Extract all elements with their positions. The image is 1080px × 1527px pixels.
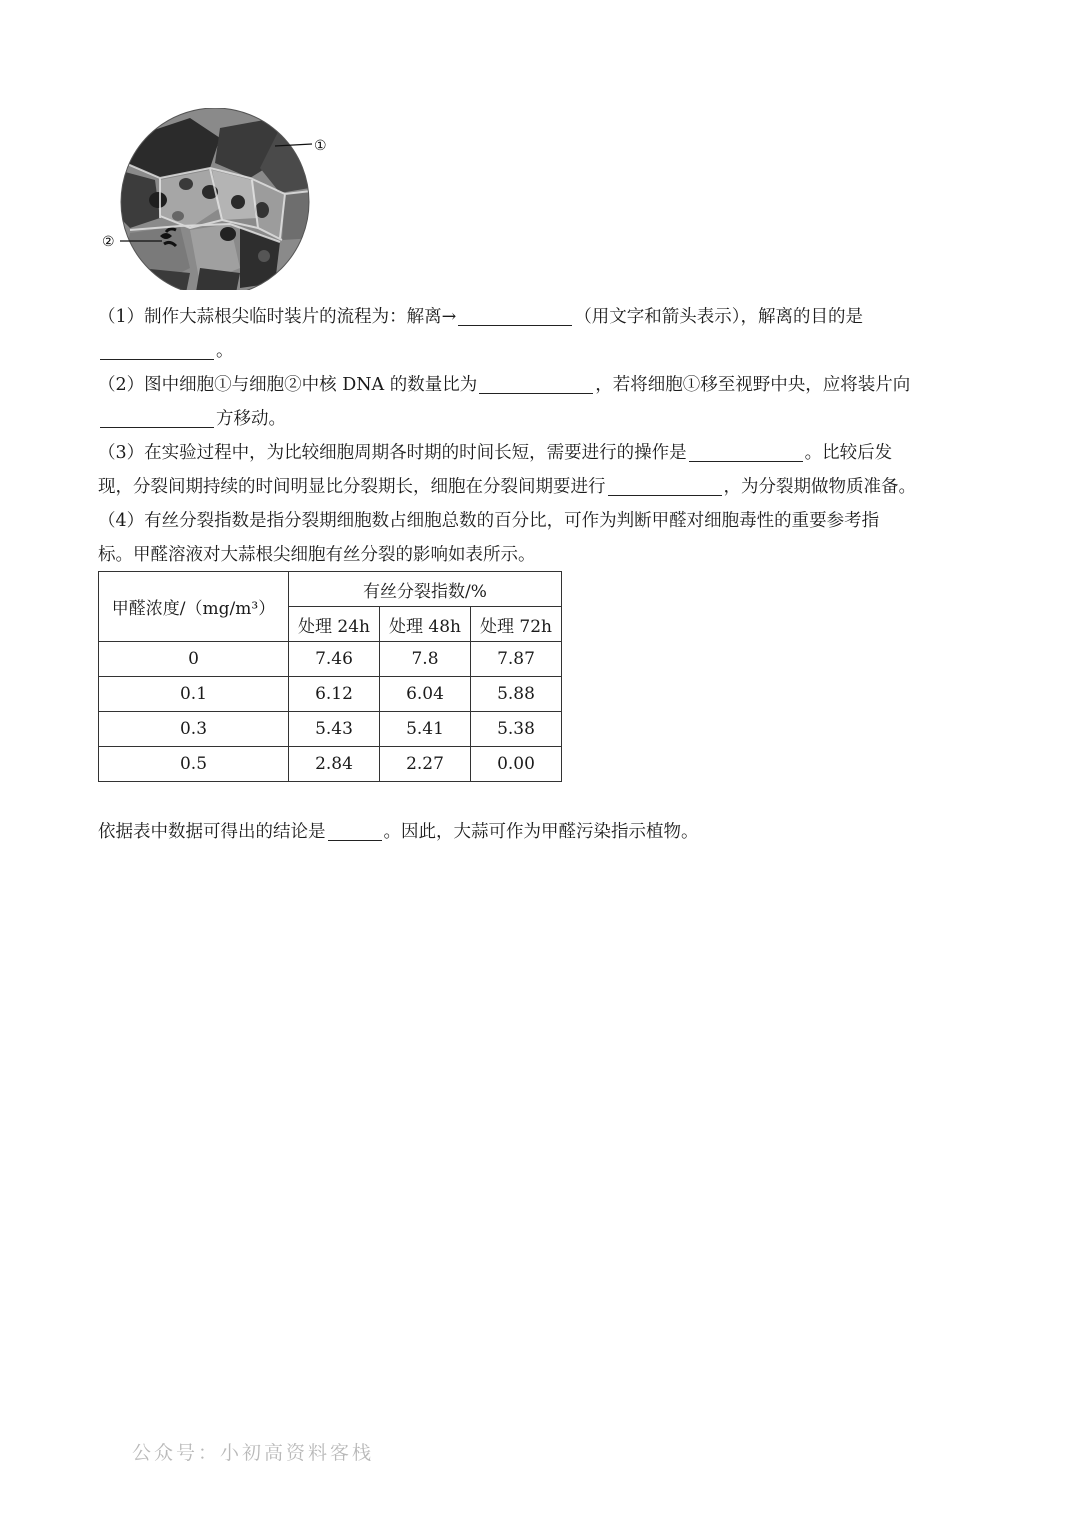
q1-blank-1[interactable] [458, 305, 572, 326]
cell-concentration: 0.3 [99, 712, 289, 747]
q3-blank-2[interactable] [608, 475, 722, 496]
header-48h: 处理 48h [380, 607, 471, 642]
question-1-line-2 [98, 334, 234, 368]
table-row [99, 677, 562, 712]
q3-text-d: ，为分裂期做物质准备。 [723, 477, 916, 497]
question-3-line-2 [98, 470, 916, 504]
conclusion-line [98, 815, 699, 849]
watermark-text: 公众号：小初高资料客栈 [132, 1442, 375, 1464]
question-1-line-1 [98, 300, 863, 334]
q1-text-a: （1）制作大蒜根尖临时装片的流程为：解离→ [98, 307, 457, 327]
cell-value: 2.84 [289, 747, 380, 782]
cell-value: 6.04 [380, 677, 471, 712]
q2-text-b: ，若将细胞①移至视野中央，应将装片向 [595, 375, 911, 395]
table-header-row-1 [99, 572, 562, 607]
header-24h: 处理 24h [289, 607, 380, 642]
figure-label-1: ① [314, 138, 327, 154]
q3-text-b: 。比较后发 [804, 443, 893, 463]
cell-concentration: 0.5 [99, 747, 289, 782]
q2-blank-2[interactable] [100, 407, 214, 428]
table-row [99, 747, 562, 782]
q1-blank-2[interactable] [100, 339, 214, 360]
q3-text-a: （3）在实验过程中，为比较细胞周期各时期的时间长短，需要进行的操作是 [98, 443, 687, 463]
table-row [99, 712, 562, 747]
q2-blank-1[interactable] [479, 373, 593, 394]
header-concentration: 甲醛浓度/（mg/m³） [99, 572, 289, 642]
q3-text-c: 现，分裂间期持续的时间明显比分裂期长，细胞在分裂间期要进行 [98, 477, 606, 497]
cell-value: 7.87 [471, 642, 562, 677]
cell-value: 2.27 [380, 747, 471, 782]
cell-value: 5.41 [380, 712, 471, 747]
q2-text-a: （2）图中细胞①与细胞②中核 DNA 的数量比为 [98, 375, 478, 395]
q3-blank-1[interactable] [689, 441, 803, 462]
cell-concentration: 0.1 [99, 677, 289, 712]
conclusion-blank[interactable] [328, 820, 382, 841]
header-72h: 处理 72h [471, 607, 562, 642]
cell-value: 7.46 [289, 642, 380, 677]
q1-text-b: （用文字和箭头表示），解离的目的是 [574, 307, 864, 327]
question-4-line-1: （4）有丝分裂指数是指分裂期细胞数占细胞总数的百分比，可作为判断甲醛对细胞毒性的重要参考指 [98, 511, 880, 531]
cell-value: 0.00 [471, 747, 562, 782]
cell-value: 5.43 [289, 712, 380, 747]
cell-micrograph-image [100, 108, 340, 290]
question-4-line-2: 标。甲醛溶液对大蒜根尖细胞有丝分裂的影响如表所示。 [98, 545, 536, 565]
question-2-line-2 [98, 402, 286, 436]
figure-label-2: ② [102, 234, 115, 250]
cell-concentration: 0 [99, 642, 289, 677]
conclusion-text-a: 依据表中数据可得出的结论是 [98, 822, 326, 842]
conclusion-text-b: 。因此，大蒜可作为甲醛污染指示植物。 [383, 822, 699, 842]
cell-value: 6.12 [289, 677, 380, 712]
header-mitotic-index: 有丝分裂指数/% [289, 572, 562, 607]
root-tip-micrograph [100, 108, 340, 290]
question-2-line-1 [98, 368, 910, 402]
question-3-line-1 [98, 436, 892, 470]
formaldehyde-mitotic-index-table [98, 571, 562, 782]
cell-value: 5.88 [471, 677, 562, 712]
cell-value: 5.38 [471, 712, 562, 747]
q2-text-c: 方移动。 [216, 409, 286, 429]
cell-value: 7.8 [380, 642, 471, 677]
q1-text-c: 。 [216, 341, 234, 361]
table-row [99, 642, 562, 677]
